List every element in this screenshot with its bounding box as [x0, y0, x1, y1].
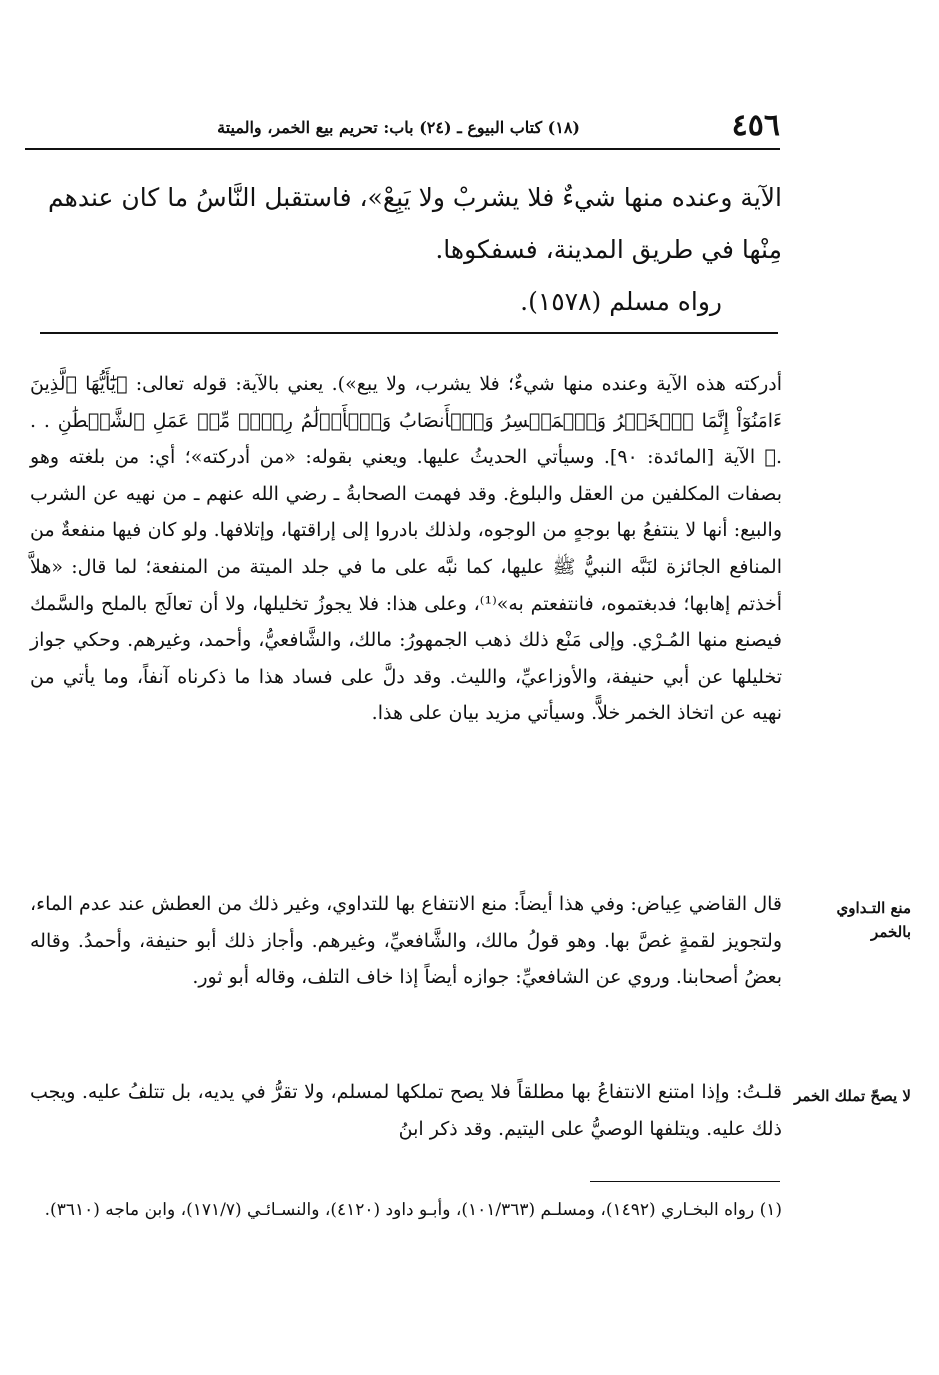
section-divider: [40, 332, 778, 334]
running-title: (١٨) كتاب البيوع ـ (٢٤) باب: تحريم بيع الخمر، والميتة: [217, 118, 580, 137]
hadith-source: رواه مسلم (١٥٧٨).: [520, 287, 722, 316]
commentary-paragraph: [30, 886, 782, 996]
commentary-text: قال القاضي عِياض: وفي هذا أيضاً: منع الانتفاع بها للتداوي، وغير ذلك من العطش عند عدم الماء، ولتجويز لقمةٍ غصَّ بها. وهو قولُ مالك، والشَّافعيِّ، وغيرهم. وأجاز ذلك أبو حنيفة، وأحمدُ. وقاله بعضُ أصحابنا. وروي عن الشافعيِّ: جوازه أيضاً إذا خاف التلف، وقاله أبو ثور.: [30, 893, 782, 989]
hadith-line: الآية وعنده منها شيءٌ فلا يشربْ ولا يَبِعْ»، فاستقبل النَّاسُ ما كان عندهم: [48, 183, 782, 212]
side-note: لا يصحّ تملك الخمر: [794, 1087, 911, 1105]
side-note: منع التـداوي بالخمر: [836, 899, 911, 941]
page-number: ٤٥٦: [731, 108, 780, 143]
commentary-text: قلـتُ: وإذا امتنع الانتفاعُ بها مطلقاً فلا يصح تملكها لمسلم، ولا تقرُّ في يديه، بل تتلفُ عليه. ويجب ذلك عليه. ويتلفها الوصيُّ على اليتيم. وقد ذكر ابنُ: [30, 1081, 782, 1140]
hadith-text: [30, 172, 782, 328]
page-header: [25, 108, 780, 150]
commentary-paragraph: [30, 366, 782, 732]
commentary-paragraph: [30, 1074, 782, 1147]
footnote: (١) رواه البخـاري (١٤٩٢)، ومسلـم (١٠١/٣٦٣)، وأبـو داود (٤١٢٠)، والنسـائـي (١٧١/٧)، وابن ماجه (٣٦١٠).: [44, 1200, 782, 1220]
hadith-line: مِنْها في طريق المدينة، فسفكوها.: [435, 235, 782, 264]
commentary-text: أدركته هذه الآية وعنده منها شيءٌ؛ فلا يشرب، ولا يبع»). يعني بالآية: قوله تعالى: ﴿يَٰٓأَيُّهَا ٱلَّذِينَ ءَامَنُوٓاْ إِنَّمَا ٱلۡخَمۡرُ وَٱلۡمَيۡسِرُ وَٱلۡأَنصَابُ وَٱلۡأَزۡلَٰمُ رِجۡسٞ مِّنۡ عَمَلِ ٱلشَّيۡطَٰنِ . . .﴾ الآية [المائدة: ٩٠]. وسيأتي الحديثُ عليها. ويعني بقوله: «من أدركته»؛ أي: من بلغته وهو بصفات المكلفين من العقل والبلوغ. وقد فهمت الصحابةُ ـ رضي الله عنهم ـ من نهيه عن الشرب والبيع: أنها لا ينتفعُ بها بوجهٍ من الوجوه، ولذلك بادروا إلى إراقتها، وإتلافها. ولو كان فيها منفعةٌ من المنافع الجائزة لنَبَّه النبيُّ ﷺ عليها، كما نبَّه على ما في جلد الميتة من المنفعة؛ لما قال: «هلاَّ أخذتم إهابها؛ فدبغتموه، فانتفعتم به»⁽¹⁾، وعلى هذا: فلا يجوزُ تخليلها، ولا أن تعالَج بالملح والسَّمك فيصنع منها المُـرْي. وإلى مَنْع ذلك ذهب الجمهورُ: مالك، والشَّافعيُّ، وأحمد، وغيرهم. وحكي جواز تخليلها عن أبي حنيفة، والأوزاعيِّ، والليث. وقد دلَّ على فساد هذا ما ذكرناه آنفاً، وما يأتي من نهيه عن اتخاذ الخمر خلاًّ. وسيأتي مزيد بيان على هذا.: [30, 373, 782, 725]
footnote-divider: [590, 1181, 780, 1182]
